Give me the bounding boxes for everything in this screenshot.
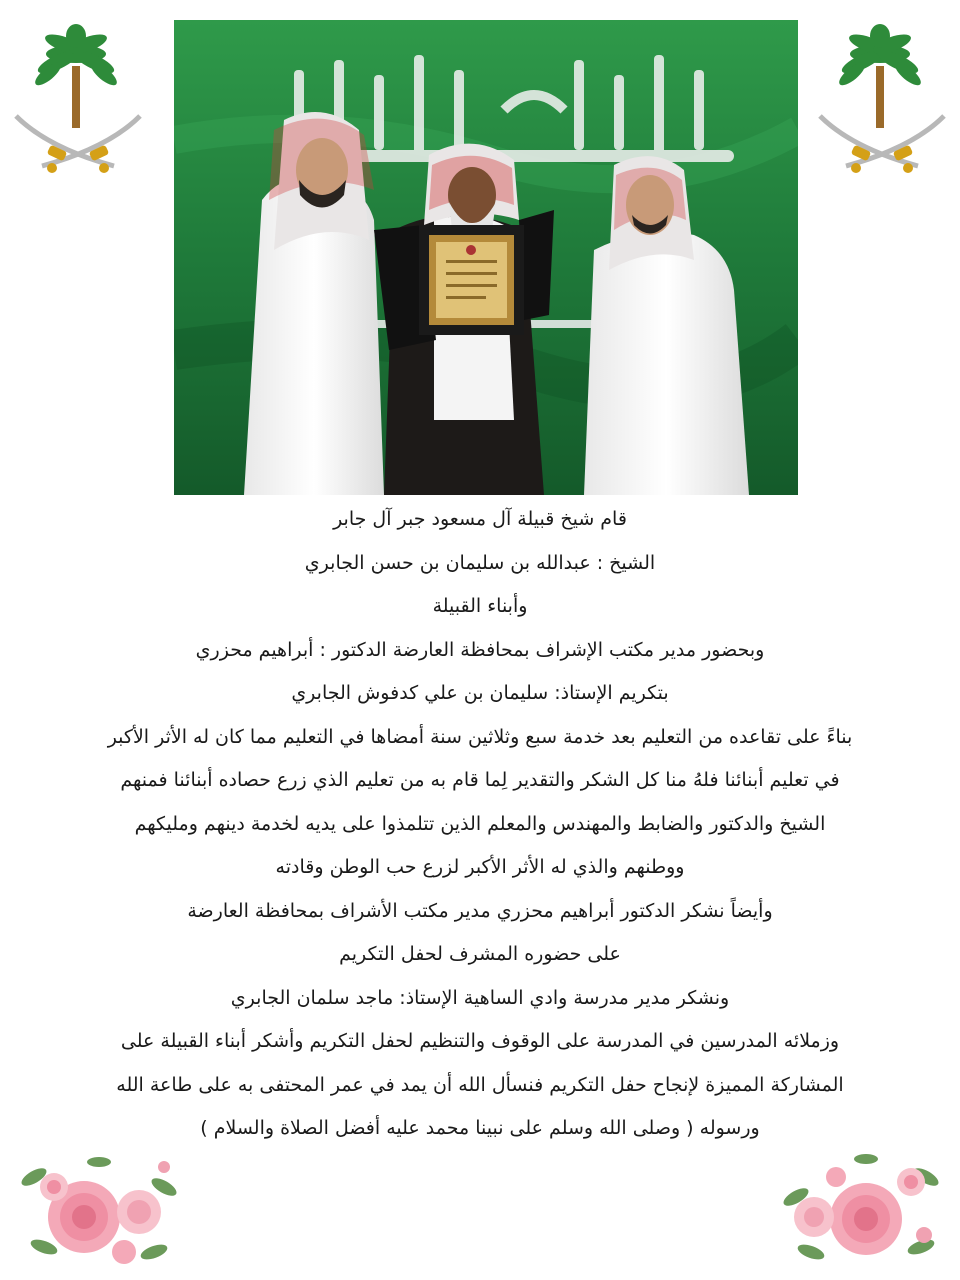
text-line: بتكريم الإستاذ: سليمان بن علي كدفوش الجابري	[291, 682, 669, 704]
text-line: الشيخ : عبدالله بن سليمان بن حسن الجابري	[304, 551, 656, 574]
text-line: قام شيخ قبيلة آل مسعود جبر آل جابر	[333, 508, 627, 530]
text-line: وزملائه المدرسين في المدرسة على الوقوف والتنظيم لحفل التكريم وأشكر أبناء القبيلة على	[120, 1030, 840, 1052]
ceremony-photo	[174, 20, 798, 495]
text-line: في تعليم أبنائنا فلهُ منا كل الشكر والتقدير لِما قام به من تعليم الذي زرع حصاده أبنائنا فمنهم	[120, 769, 840, 791]
announcement-text	[40, 498, 920, 1151]
text-line: الشيخ والدكتور والضابط والمهندس والمعلم الذين تتلمذوا على يديه لخدمة دينهم ومليكهم	[134, 812, 826, 835]
text-line: وأبناء القبيلة	[432, 595, 528, 617]
text-line: على حضوره المشرف لحفل التكريم	[339, 943, 621, 965]
text-line: ووطنهم والذي له الأثر الأكبر لزرع حب الوطن وقادته	[275, 856, 685, 878]
text-line: وأيضاً نشكر الدكتور أبراهيم محزري مدير مكتب الأشراف بمحافظة العارضة	[187, 899, 773, 922]
roses-icon-left	[14, 1147, 184, 1272]
saudi-emblem-icon-right	[812, 18, 952, 178]
text-line: المشاركة المميزة لإنجاح حفل التكريم فنسأل الله أن يمد في عمر المحتفى به على طاعة الله	[116, 1073, 844, 1096]
roses-icon-right	[776, 1147, 946, 1272]
text-line: ونشكر مدير مدرسة وادي الساهية الإستاذ: ماجد سلمان الجابري	[230, 986, 730, 1009]
text-line: ورسوله ( وصلى الله وسلم على نبينا محمد عليه أفضل الصلاة والسلام )	[200, 1117, 760, 1139]
text-line: وبحضور مدير مكتب الإشراف بمحافظة العارضة الدكتور : أبراهيم محزري	[195, 638, 765, 661]
saudi-emblem-icon-left	[8, 18, 148, 178]
text-line: بناءً على تقاعده من التعليم بعد خدمة سبع وثلاثين سنة أمضاها في التعليم مما كان له الأثر الأكبر	[107, 725, 853, 748]
